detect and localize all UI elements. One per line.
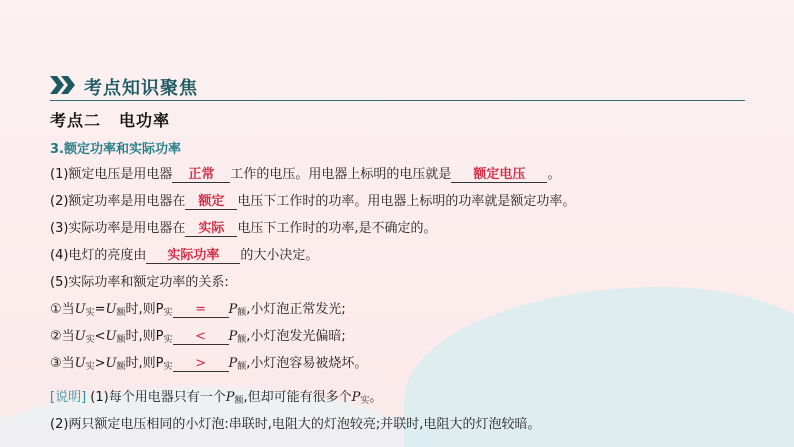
item-text: (3)实际功率是用电器在 — [50, 221, 186, 236]
item-2 — [50, 190, 575, 210]
header-title: 考点知识聚焦 — [84, 78, 198, 99]
item-4 — [50, 244, 318, 264]
subscript: 额 — [237, 362, 247, 372]
answer-blank: 正常 — [172, 163, 230, 183]
item-1 — [50, 163, 560, 183]
item-text: (4)电灯的亮度由 — [50, 248, 147, 263]
item-3 — [50, 217, 437, 237]
relation-text: ,小灯泡发光偏暗; — [246, 329, 346, 344]
subscript: 额 — [237, 335, 247, 345]
symbol: U — [105, 302, 117, 317]
symbol: U — [105, 356, 117, 371]
relation-text: 时,则P — [125, 356, 164, 371]
item-text: 电压下工作时的功率,是不确定的。 — [237, 221, 437, 236]
note-2: (2)两只额定电压相同的小灯泡:串联时,电阻大的灯泡较亮;并联时,电阻大的灯泡较暗。 — [50, 417, 541, 432]
answer-blank: 额定电压 — [451, 163, 547, 183]
section-header — [50, 72, 745, 101]
answer-blank: < — [173, 329, 229, 345]
subscript: 实 — [85, 308, 95, 318]
item-text: (2)额定功率是用电器在 — [50, 194, 186, 209]
relation-text: ,小灯泡容易被烧坏。 — [246, 356, 368, 371]
subscript: 额 — [234, 396, 244, 406]
section-title — [50, 108, 170, 131]
note-text: 。 — [369, 390, 383, 405]
subscript: 额 — [116, 308, 126, 318]
operator: < — [94, 329, 106, 344]
relation-mark: ②当 — [50, 329, 75, 344]
note-tag: [说明] — [50, 390, 87, 405]
answer-blank: > — [173, 356, 229, 372]
symbol: U — [105, 329, 117, 344]
note-text: (1)每个用电器只有一个 — [90, 390, 226, 405]
relation-mark: ③当 — [50, 356, 75, 371]
relation-text: 时,则P — [125, 329, 164, 344]
subscript: 实 — [85, 335, 95, 345]
subscript: 实 — [163, 362, 173, 372]
note-text: ,但却可能有很多个 — [243, 390, 352, 405]
symbol: P — [225, 390, 235, 405]
relation-text: ,小灯泡正常发光; — [246, 302, 346, 317]
symbol: U — [74, 329, 86, 344]
relation-3 — [50, 352, 367, 372]
subscript: 实 — [85, 362, 95, 372]
subscript: 额 — [237, 308, 247, 318]
symbol: U — [74, 302, 86, 317]
symbol: P — [228, 356, 238, 371]
answer-blank: 额定 — [185, 190, 237, 210]
item-text: 的大小决定。 — [240, 248, 319, 263]
item-text: (1)额定电压是用电器 — [50, 167, 173, 182]
subscript: 额 — [116, 335, 126, 345]
note-1 — [50, 386, 382, 406]
item-text: 工作的电压。用电器上标明的电压就是 — [230, 167, 452, 182]
answer-blank: 实际功率 — [146, 244, 240, 264]
relation-mark: ①当 — [50, 302, 75, 317]
answer-blank: 实际 — [185, 217, 237, 237]
section-number: 考点二 — [50, 111, 102, 130]
symbol: P — [228, 302, 238, 317]
sub-title: 3.额定功率和实际功率 — [50, 142, 181, 157]
double-chevron-icon — [50, 76, 76, 94]
subscript: 实 — [163, 308, 173, 318]
answer-blank: = — [173, 302, 229, 318]
operator: > — [94, 356, 106, 371]
relation-1 — [50, 298, 346, 318]
symbol: P — [351, 390, 361, 405]
subscript: 实 — [163, 335, 173, 345]
operator: = — [94, 302, 106, 317]
relation-text: 时,则P — [125, 302, 164, 317]
item-text: 电压下工作时的功率。用电器上标明的功率就是额定功率。 — [237, 194, 576, 209]
symbol: U — [74, 356, 86, 371]
symbol: P — [228, 329, 238, 344]
relation-2 — [50, 325, 346, 345]
section-name: 电功率 — [119, 111, 171, 130]
subscript: 实 — [360, 396, 370, 406]
item-text: 。 — [547, 167, 561, 182]
subscript: 额 — [116, 362, 126, 372]
item-5: (5)实际功率和额定功率的关系: — [50, 275, 229, 290]
